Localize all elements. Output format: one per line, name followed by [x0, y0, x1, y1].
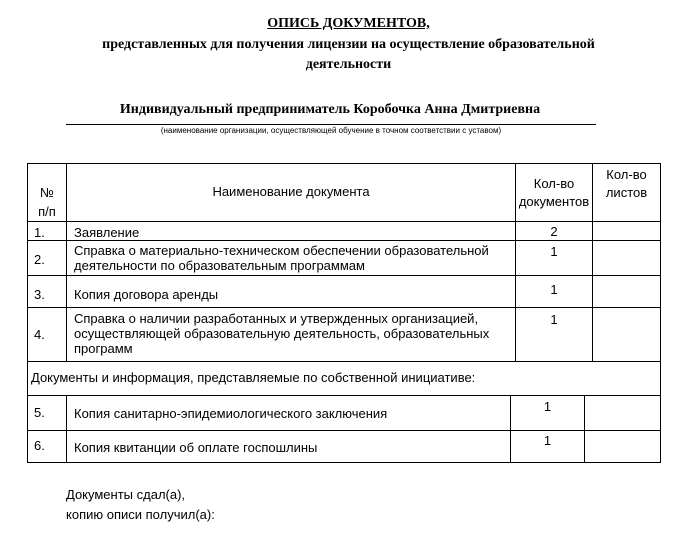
row-2-docs: 1 — [550, 244, 558, 259]
table-row-divider — [27, 307, 661, 308]
table-border-bottom — [27, 462, 661, 463]
table-row-divider — [27, 361, 661, 362]
row-1-num: 1. — [34, 225, 45, 240]
document-subtitle-line1: представленных для получения лицензии на осуществление образовательной — [102, 37, 595, 52]
column-header-sheets: Кол-во листов — [605, 167, 648, 200]
document-title: ОПИСЬ ДОКУМЕНТОВ, — [267, 16, 430, 31]
row-3-docs: 1 — [550, 282, 558, 297]
row-4-num: 4. — [34, 327, 45, 342]
table-border-right — [660, 163, 661, 463]
footer-copy-received: копию описи получил(а): — [66, 507, 215, 522]
row-1-docs: 2 — [550, 224, 558, 239]
row-4-name: Справка о наличии разработанных и утвержденных организацией, осуществляющей образовательную деятельность, образовательных программ — [74, 311, 490, 356]
row-6-num: 6. — [34, 438, 45, 453]
row-5-name: Копия санитарно-эпидемиологического заключения — [74, 406, 388, 421]
row-3-name: Копия договора аренды — [74, 287, 219, 302]
row-6-name: Копия квитанции об оплате госпошлины — [74, 440, 318, 455]
row-1-name: Заявление — [74, 225, 140, 240]
column-header-name: Наименование документа — [212, 184, 370, 199]
documents-table — [27, 163, 661, 463]
row-5-num: 5. — [34, 405, 45, 420]
row-2-num: 2. — [34, 252, 45, 267]
column-header-docs: Кол-во документов — [518, 176, 590, 209]
footer-submitted-by: Документы сдал(а), — [66, 487, 186, 502]
table-header-divider — [27, 221, 661, 222]
table-row-divider — [27, 430, 661, 431]
organization-underline — [66, 124, 596, 125]
table-border-top — [27, 163, 661, 164]
row-4-docs: 1 — [550, 312, 558, 327]
table-row-divider — [27, 275, 661, 276]
document-subtitle-line2: деятельности — [305, 57, 392, 72]
organization-hint: (наименование организации, осуществляющей обучение в точном соответствии с уставом) — [160, 126, 502, 135]
row-5-docs: 1 — [543, 399, 552, 414]
row-3-num: 3. — [34, 287, 45, 302]
row-6-docs: 1 — [543, 433, 552, 448]
row-2-name: Справка о материально-техническом обеспечении образовательной деятельности по образовательным программам — [74, 243, 489, 273]
table-column-divider — [584, 395, 585, 462]
section-label-own-initiative: Документы и информация, представляемые по собственной инициативе: — [31, 370, 476, 385]
column-header-num: № п/п — [38, 185, 56, 219]
table-row-divider — [27, 395, 661, 396]
table-row-divider — [27, 240, 661, 241]
organization-name: Индивидуальный предприниматель Коробочка Анна Дмитриевна — [119, 102, 541, 117]
table-column-divider — [66, 395, 67, 462]
